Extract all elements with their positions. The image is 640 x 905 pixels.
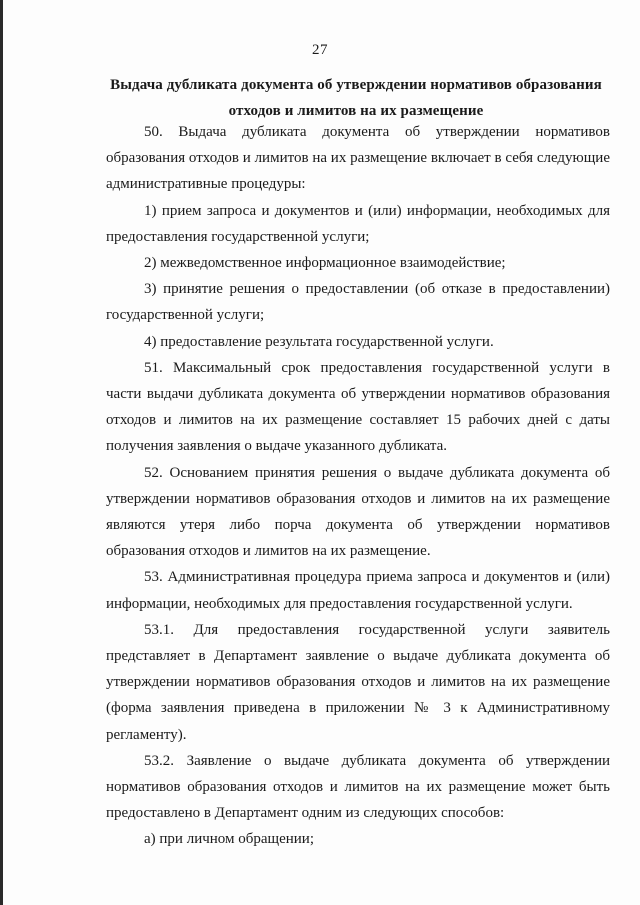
paragraph-50-item-2: 2) межведомственное информационное взаимодействие;	[144, 255, 506, 272]
paragraph-50-item-3: 3) принятие решения о предоставлении (об отказе в предоставлении) государственной услуги;	[106, 281, 610, 324]
page-number: 27	[312, 42, 328, 58]
paragraph-50: 50. Выдача дубликата документа об утверждении нормативов образования отходов и лимитов на их размещение включает в себя следующие административные процедуры:	[106, 124, 610, 193]
paragraph-53-2: 53.2. Заявление о выдаче дубликата документа об утверждении нормативов образования отходов и лимитов на их размещение может быть предоставлено в Департамент одним из следующих способов:	[106, 752, 610, 822]
paragraph-51: 51. Максимальный срок предоставления государственной услуги в части выдачи дубликата документа об утверждении нормативов образования отходов и лимитов на их размещение составляет 15 рабочих дней с даты получения заявления о выдаче указанного дубликата.	[106, 359, 610, 455]
section-heading	[96, 72, 616, 124]
paragraph-52: 52. Основанием принятия решения о выдаче дубликата документа об утверждении нормативов образования отходов и лимитов на их размещение являются утеря либо порча документа об утверждении нормативов образования отходов и лимитов на их размещение.	[106, 464, 610, 560]
paragraph-53: 53. Административная процедура приема запроса и документов и (или) информации, необходимых для предоставления государственной услуги.	[106, 569, 610, 612]
section-heading-line-2: отходов и лимитов на их размещение	[228, 103, 484, 119]
section-heading-line-1: Выдача дубликата документа об утверждении нормативов образования	[110, 77, 602, 93]
paragraph-50-item-4: 4) предоставление результата государственной услуги.	[144, 333, 494, 350]
paragraph-50-item-1: 1) прием запроса и документов и (или) информации, необходимых для предоставления государственной услуги;	[106, 202, 610, 245]
document-body	[106, 119, 610, 853]
scan-edge	[0, 0, 3, 905]
paragraph-53-1: 53.1. Для предоставления государственной услуги заявитель представляет в Департамент заявление о выдаче дубликата документа об утверждении нормативов образования отходов и лимитов на их размещение (форма заявления приведена в приложении № 3 к Административному регламенту).	[106, 621, 610, 743]
paragraph-53-2-item-a: а) при личном обращении;	[144, 831, 314, 848]
